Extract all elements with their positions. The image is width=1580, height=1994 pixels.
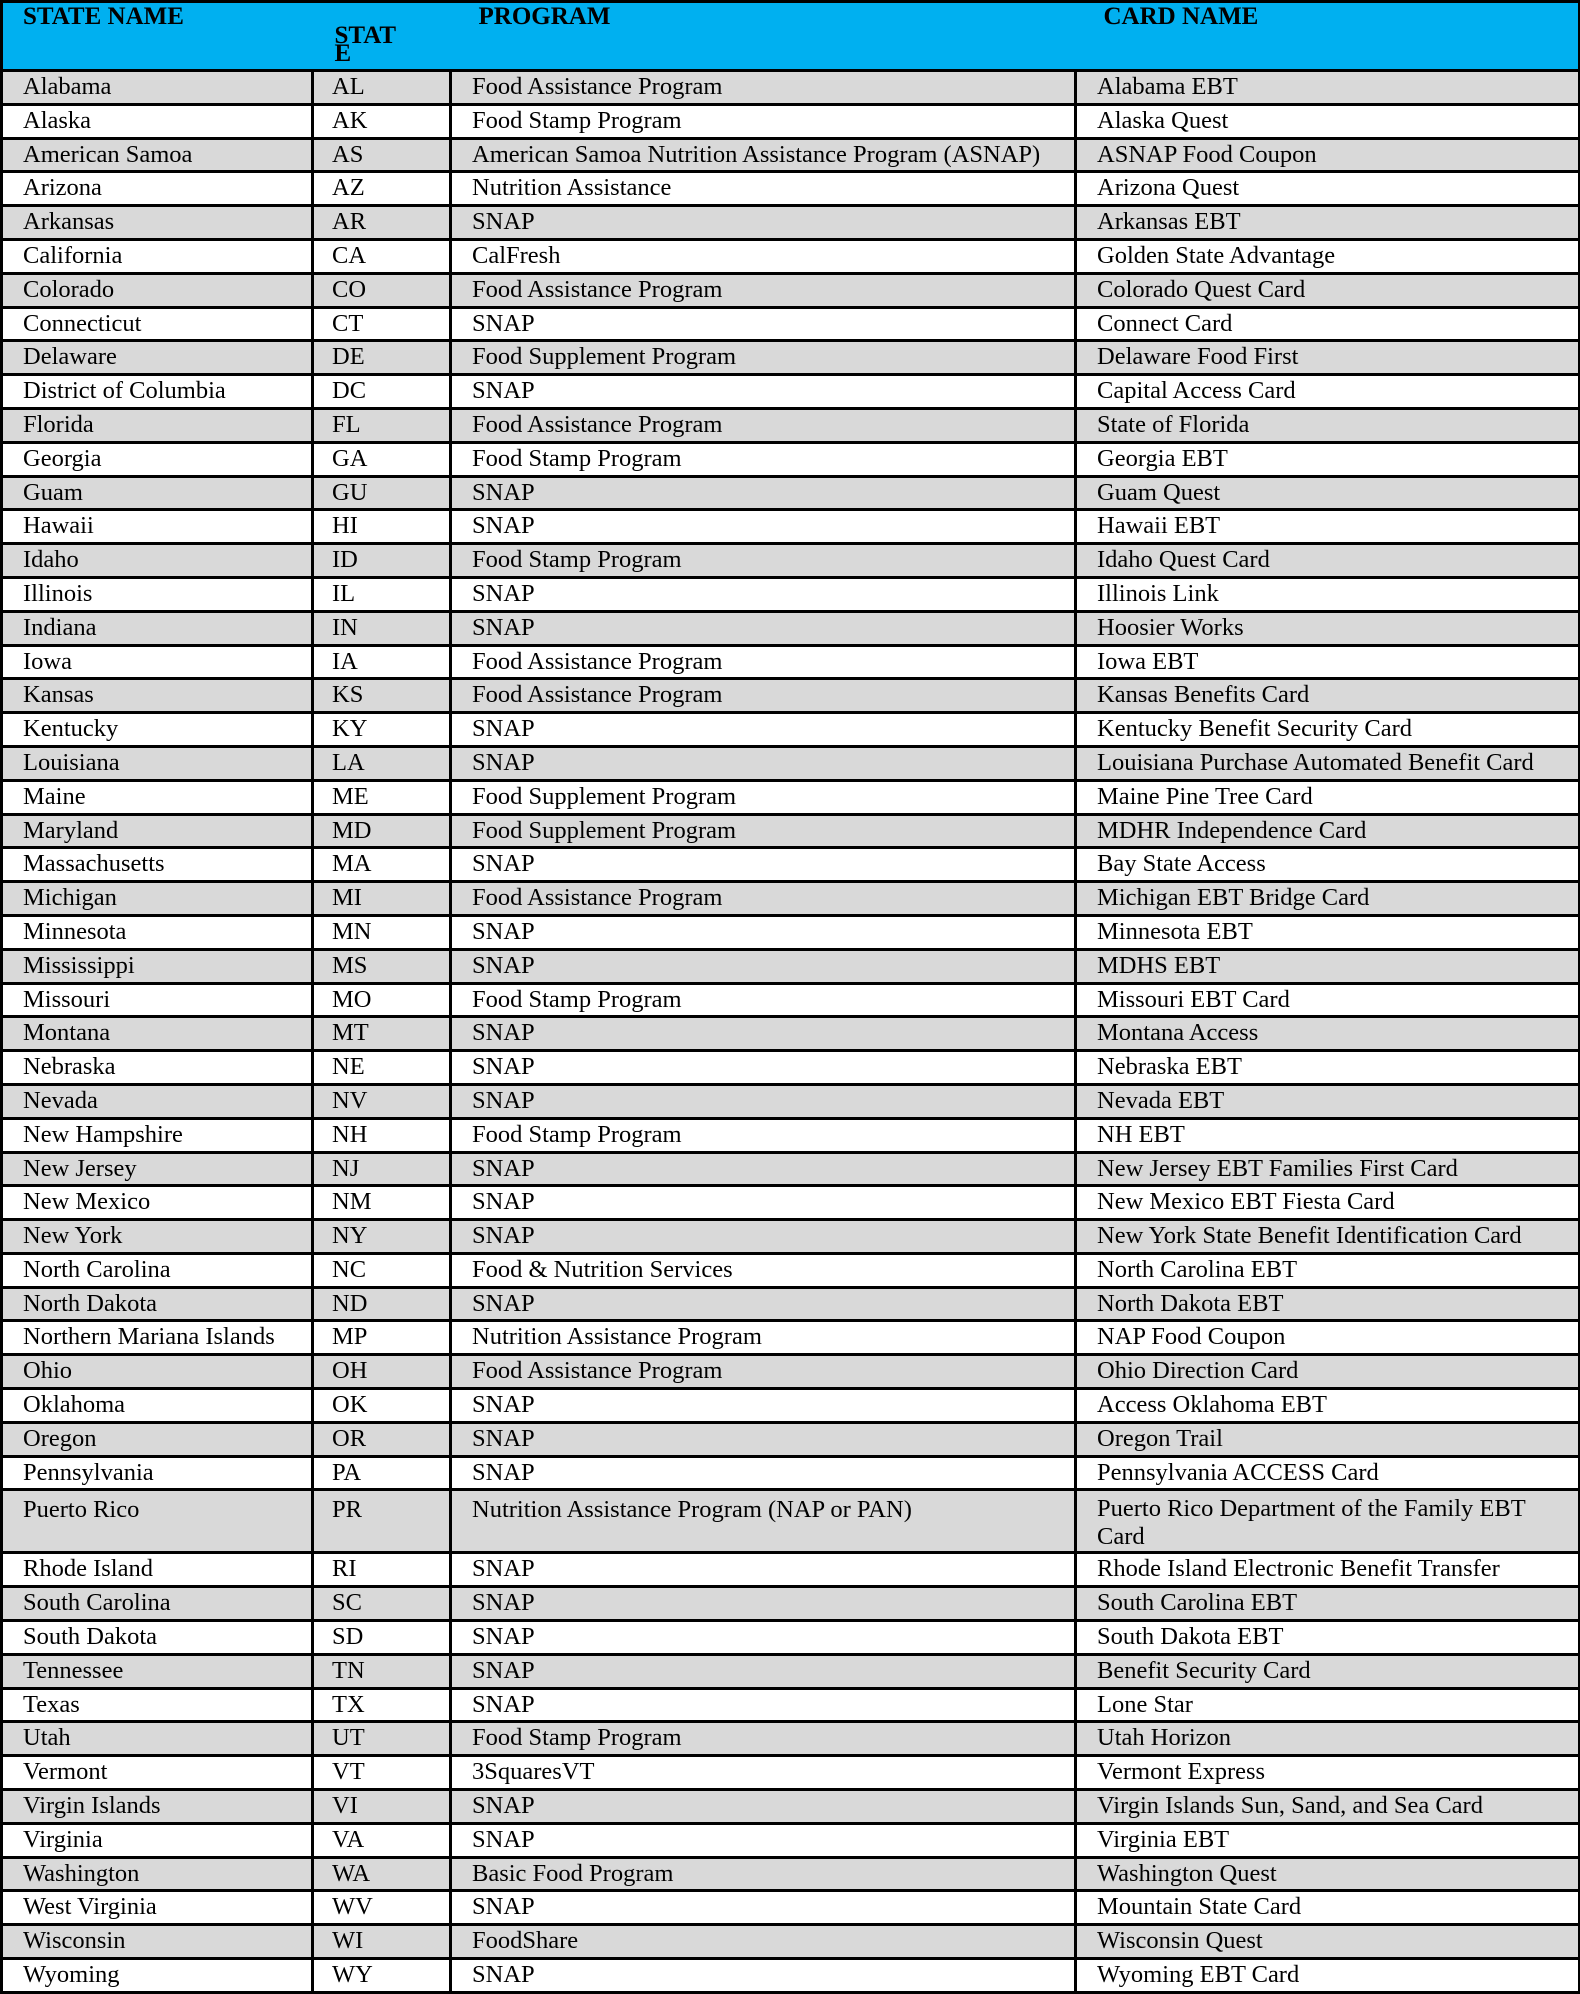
program-cell: Food Assistance Program: [451, 1355, 1076, 1389]
program-cell: SNAP: [451, 1220, 1076, 1254]
program-cell: Nutrition Assistance: [451, 172, 1076, 206]
card-name-cell: North Carolina EBT: [1076, 1253, 1580, 1287]
state-name-cell: Connecticut: [2, 307, 313, 341]
state-abbr-cell: MP: [313, 1321, 451, 1355]
state-name-cell: Oregon: [2, 1422, 313, 1456]
state-abbr-cell: WV: [313, 1891, 451, 1925]
state-abbr-cell: MI: [313, 882, 451, 916]
table-row: [2, 1688, 1580, 1722]
table-row: [2, 273, 1580, 307]
state-name-cell: Arizona: [2, 172, 313, 206]
program-cell: SNAP: [451, 1152, 1076, 1186]
state-name-cell: North Dakota: [2, 1287, 313, 1321]
card-name-cell: New York State Benefit Identification Card: [1076, 1220, 1580, 1254]
table-row: [2, 1321, 1580, 1355]
card-name-cell: North Dakota EBT: [1076, 1287, 1580, 1321]
program-cell: CalFresh: [451, 239, 1076, 273]
state-name-cell: Iowa: [2, 645, 313, 679]
card-name-cell: Virginia EBT: [1076, 1823, 1580, 1857]
program-cell: SNAP: [451, 1422, 1076, 1456]
program-cell: SNAP: [451, 1688, 1076, 1722]
program-cell: SNAP: [451, 949, 1076, 983]
program-cell: SNAP: [451, 1654, 1076, 1688]
table-row: [2, 544, 1580, 578]
state-name-cell: Illinois: [2, 577, 313, 611]
program-cell: SNAP: [451, 915, 1076, 949]
card-name-cell: Virgin Islands Sun, Sand, and Sea Card: [1076, 1790, 1580, 1824]
program-cell: SNAP: [451, 1084, 1076, 1118]
table-row: [2, 104, 1580, 138]
program-cell: American Samoa Nutrition Assistance Program (ASNAP): [451, 138, 1076, 172]
state-name-cell: Kentucky: [2, 713, 313, 747]
program-cell: Food Stamp Program: [451, 104, 1076, 138]
card-name-cell: Arkansas EBT: [1076, 206, 1580, 240]
card-name-cell: Michigan EBT Bridge Card: [1076, 882, 1580, 916]
table-row: [2, 713, 1580, 747]
table-row: [2, 1823, 1580, 1857]
state-abbr-cell: VA: [313, 1823, 451, 1857]
state-abbr-cell: OR: [313, 1422, 451, 1456]
program-cell: SNAP: [451, 1587, 1076, 1621]
card-name-cell: Utah Horizon: [1076, 1722, 1580, 1756]
program-cell: Food Supplement Program: [451, 780, 1076, 814]
state-abbr-cell: PA: [313, 1456, 451, 1490]
program-cell: Food Stamp Program: [451, 983, 1076, 1017]
state-name-cell: South Dakota: [2, 1621, 313, 1655]
state-name-cell: Arkansas: [2, 206, 313, 240]
table-row: [2, 1857, 1580, 1891]
table-row: [2, 206, 1580, 240]
table-row: [2, 983, 1580, 1017]
state-abbr-cell: RI: [313, 1553, 451, 1587]
state-abbr-cell: ME: [313, 780, 451, 814]
state-abbr-cell: TN: [313, 1654, 451, 1688]
table-row: [2, 1253, 1580, 1287]
program-cell: SNAP: [451, 1389, 1076, 1423]
state-name-cell: Maine: [2, 780, 313, 814]
table-row: [2, 746, 1580, 780]
card-name-cell: State of Florida: [1076, 408, 1580, 442]
card-name-cell: Minnesota EBT: [1076, 915, 1580, 949]
state-name-cell: Delaware: [2, 341, 313, 375]
card-name-cell: Capital Access Card: [1076, 375, 1580, 409]
state-abbr-cell: WA: [313, 1857, 451, 1891]
card-name-cell: Golden State Advantage: [1076, 239, 1580, 273]
state-name-cell: Pennsylvania: [2, 1456, 313, 1490]
state-abbr-cell: MN: [313, 915, 451, 949]
card-name-cell: Alaska Quest: [1076, 104, 1580, 138]
table-row: [2, 307, 1580, 341]
program-cell: Food Assistance Program: [451, 679, 1076, 713]
table-row: [2, 1287, 1580, 1321]
table-row: [2, 679, 1580, 713]
state-abbr-cell: OH: [313, 1355, 451, 1389]
state-name-cell: Louisiana: [2, 746, 313, 780]
program-cell: Food Stamp Program: [451, 544, 1076, 578]
state-name-cell: New Jersey: [2, 1152, 313, 1186]
program-cell: SNAP: [451, 1790, 1076, 1824]
program-cell: SNAP: [451, 577, 1076, 611]
state-abbr-cell: KY: [313, 713, 451, 747]
state-abbr-cell: NV: [313, 1084, 451, 1118]
state-abbr-cell: ID: [313, 544, 451, 578]
table-row: [2, 1756, 1580, 1790]
program-cell: Basic Food Program: [451, 1857, 1076, 1891]
card-name-cell: South Dakota EBT: [1076, 1621, 1580, 1655]
program-cell: Food Assistance Program: [451, 408, 1076, 442]
program-cell: Food Supplement Program: [451, 341, 1076, 375]
table-row: [2, 915, 1580, 949]
state-abbr-cell: CT: [313, 307, 451, 341]
state-name-cell: South Carolina: [2, 1587, 313, 1621]
card-name-cell: Hoosier Works: [1076, 611, 1580, 645]
state-abbr-cell: AS: [313, 138, 451, 172]
state-abbr-cell: NY: [313, 1220, 451, 1254]
program-cell: SNAP: [451, 1959, 1076, 1993]
state-abbr-cell: DE: [313, 341, 451, 375]
program-cell: SNAP: [451, 1186, 1076, 1220]
state-abbr-cell: CA: [313, 239, 451, 273]
state-abbr-cell: DC: [313, 375, 451, 409]
program-cell: SNAP: [451, 713, 1076, 747]
card-name-cell: Rhode Island Electronic Benefit Transfer: [1076, 1553, 1580, 1587]
table-row: [2, 1118, 1580, 1152]
state-name-cell: Texas: [2, 1688, 313, 1722]
state-abbr-cell: IN: [313, 611, 451, 645]
card-name-cell: ASNAP Food Coupon: [1076, 138, 1580, 172]
table-body: [2, 71, 1580, 1993]
program-cell: 3SquaresVT: [451, 1756, 1076, 1790]
state-name-cell: Nevada: [2, 1084, 313, 1118]
table-row: [2, 882, 1580, 916]
state-abbr-cell: ND: [313, 1287, 451, 1321]
program-cell: Food Stamp Program: [451, 1118, 1076, 1152]
card-name-cell: Guam Quest: [1076, 476, 1580, 510]
table-row: [2, 577, 1580, 611]
state-abbr-cell: HI: [313, 510, 451, 544]
card-name-cell: Access Oklahoma EBT: [1076, 1389, 1580, 1423]
card-name-cell: MDHS EBT: [1076, 949, 1580, 983]
table-row: [2, 645, 1580, 679]
card-name-cell: Washington Quest: [1076, 1857, 1580, 1891]
card-name-cell: Oregon Trail: [1076, 1422, 1580, 1456]
card-name-cell: Hawaii EBT: [1076, 510, 1580, 544]
table-row: [2, 239, 1580, 273]
state-name-cell: Puerto Rico: [2, 1490, 313, 1553]
state-abbr-cell: NH: [313, 1118, 451, 1152]
card-name-cell: Georgia EBT: [1076, 442, 1580, 476]
card-name-cell: MDHR Independence Card: [1076, 814, 1580, 848]
table-row: [2, 476, 1580, 510]
table-row: [2, 1654, 1580, 1688]
table-row: [2, 780, 1580, 814]
card-name-cell: Iowa EBT: [1076, 645, 1580, 679]
card-name-cell: Delaware Food First: [1076, 341, 1580, 375]
card-name-cell: Idaho Quest Card: [1076, 544, 1580, 578]
program-cell: Food Stamp Program: [451, 1722, 1076, 1756]
state-name-cell: New York: [2, 1220, 313, 1254]
state-abbr-cell: MS: [313, 949, 451, 983]
table-row: [2, 1422, 1580, 1456]
table-row: [2, 1621, 1580, 1655]
state-abbr-cell: GA: [313, 442, 451, 476]
state-name-cell: Minnesota: [2, 915, 313, 949]
state-name-cell: Ohio: [2, 1355, 313, 1389]
state-name-cell: Virginia: [2, 1823, 313, 1857]
header-row: [2, 2, 1580, 71]
state-name-cell: Northern Mariana Islands: [2, 1321, 313, 1355]
card-name-cell: NAP Food Coupon: [1076, 1321, 1580, 1355]
table-row: [2, 510, 1580, 544]
state-name-cell: Tennessee: [2, 1654, 313, 1688]
state-name-cell: Alabama: [2, 71, 313, 105]
table-row: [2, 442, 1580, 476]
program-cell: Food Assistance Program: [451, 882, 1076, 916]
table-row: [2, 71, 1580, 105]
table-row: [2, 1220, 1580, 1254]
state-name-cell: Vermont: [2, 1756, 313, 1790]
card-name-cell: Pennsylvania ACCESS Card: [1076, 1456, 1580, 1490]
card-name-cell: Benefit Security Card: [1076, 1654, 1580, 1688]
card-name-cell: Nevada EBT: [1076, 1084, 1580, 1118]
card-name-cell: Arizona Quest: [1076, 172, 1580, 206]
program-cell: SNAP: [451, 611, 1076, 645]
program-cell: Food Assistance Program: [451, 645, 1076, 679]
table-row: [2, 814, 1580, 848]
state-name-cell: Rhode Island: [2, 1553, 313, 1587]
table-row: [2, 138, 1580, 172]
state-name-cell: Montana: [2, 1017, 313, 1051]
program-cell: SNAP: [451, 510, 1076, 544]
state-name-cell: Michigan: [2, 882, 313, 916]
state-name-cell: Guam: [2, 476, 313, 510]
card-name-cell: Louisiana Purchase Automated Benefit Card: [1076, 746, 1580, 780]
state-name-cell: West Virginia: [2, 1891, 313, 1925]
state-abbr-cell: FL: [313, 408, 451, 442]
state-abbr-cell: VT: [313, 1756, 451, 1790]
card-name-cell: NH EBT: [1076, 1118, 1580, 1152]
table-row: [2, 1186, 1580, 1220]
card-name-cell: Bay State Access: [1076, 848, 1580, 882]
state-name-cell: Washington: [2, 1857, 313, 1891]
program-cell: Nutrition Assistance Program (NAP or PAN): [451, 1490, 1076, 1553]
state-abbr-cell: MT: [313, 1017, 451, 1051]
state-abbr-cell: CO: [313, 273, 451, 307]
state-name-cell: District of Columbia: [2, 375, 313, 409]
state-abbr-cell: NE: [313, 1051, 451, 1085]
card-name-cell: New Mexico EBT Fiesta Card: [1076, 1186, 1580, 1220]
state-abbr-cell: LA: [313, 746, 451, 780]
state-name-cell: New Hampshire: [2, 1118, 313, 1152]
table-row: [2, 1722, 1580, 1756]
table-row: [2, 611, 1580, 645]
table-row: [2, 1152, 1580, 1186]
state-name-cell: Oklahoma: [2, 1389, 313, 1423]
program-cell: SNAP: [451, 1051, 1076, 1085]
card-name-cell: Wisconsin Quest: [1076, 1925, 1580, 1959]
table-row: [2, 1017, 1580, 1051]
program-cell: SNAP: [451, 476, 1076, 510]
state-abbr-cell: MD: [313, 814, 451, 848]
state-abbr-cell: IL: [313, 577, 451, 611]
program-cell: Food Assistance Program: [451, 273, 1076, 307]
state-abbr-cell: NM: [313, 1186, 451, 1220]
header-state-abbr: STATE: [313, 2, 451, 71]
program-cell: SNAP: [451, 375, 1076, 409]
state-name-cell: American Samoa: [2, 138, 313, 172]
state-abbr-cell: MA: [313, 848, 451, 882]
state-abbr-cell: VI: [313, 1790, 451, 1824]
program-cell: SNAP: [451, 206, 1076, 240]
state-name-cell: Virgin Islands: [2, 1790, 313, 1824]
table-row: [2, 1553, 1580, 1587]
table-row: [2, 1925, 1580, 1959]
card-name-cell: Mountain State Card: [1076, 1891, 1580, 1925]
card-name-cell: Ohio Direction Card: [1076, 1355, 1580, 1389]
state-name-cell: Missouri: [2, 983, 313, 1017]
program-cell: Nutrition Assistance Program: [451, 1321, 1076, 1355]
program-cell: SNAP: [451, 1823, 1076, 1857]
state-name-cell: California: [2, 239, 313, 273]
state-name-cell: Wisconsin: [2, 1925, 313, 1959]
card-name-cell: Alabama EBT: [1076, 71, 1580, 105]
state-abbr-cell: WY: [313, 1959, 451, 1993]
program-cell: Food Supplement Program: [451, 814, 1076, 848]
program-cell: SNAP: [451, 1287, 1076, 1321]
state-name-cell: North Carolina: [2, 1253, 313, 1287]
state-abbr-cell: MO: [313, 983, 451, 1017]
state-abbr-cell: SD: [313, 1621, 451, 1655]
state-abbr-cell: WI: [313, 1925, 451, 1959]
state-abbr-cell: NC: [313, 1253, 451, 1287]
header-program: PROGRAM: [451, 2, 1076, 71]
table-row: [2, 375, 1580, 409]
state-name-cell: Indiana: [2, 611, 313, 645]
state-name-cell: Nebraska: [2, 1051, 313, 1085]
program-cell: SNAP: [451, 1891, 1076, 1925]
table-row: [2, 1355, 1580, 1389]
state-name-cell: New Mexico: [2, 1186, 313, 1220]
state-abbr-cell: AK: [313, 104, 451, 138]
card-name-cell: South Carolina EBT: [1076, 1587, 1580, 1621]
state-name-cell: Hawaii: [2, 510, 313, 544]
program-cell: FoodShare: [451, 1925, 1076, 1959]
table-row: [2, 172, 1580, 206]
table-row: [2, 1490, 1580, 1553]
state-abbr-cell: PR: [313, 1490, 451, 1553]
state-abbr-cell: UT: [313, 1722, 451, 1756]
card-name-cell: Puerto Rico Department of the Family EBT Card: [1076, 1490, 1580, 1553]
program-cell: Food Stamp Program: [451, 442, 1076, 476]
state-name-cell: Alaska: [2, 104, 313, 138]
card-name-cell: Lone Star: [1076, 1688, 1580, 1722]
card-name-cell: Illinois Link: [1076, 577, 1580, 611]
card-name-cell: Kansas Benefits Card: [1076, 679, 1580, 713]
card-name-cell: Connect Card: [1076, 307, 1580, 341]
table-row: [2, 848, 1580, 882]
card-name-cell: Kentucky Benefit Security Card: [1076, 713, 1580, 747]
state-abbr-cell: OK: [313, 1389, 451, 1423]
program-cell: SNAP: [451, 1553, 1076, 1587]
state-name-cell: Mississippi: [2, 949, 313, 983]
card-name-cell: Montana Access: [1076, 1017, 1580, 1051]
table-row: [2, 1389, 1580, 1423]
state-abbr-cell: TX: [313, 1688, 451, 1722]
card-name-cell: Maine Pine Tree Card: [1076, 780, 1580, 814]
table-row: [2, 1051, 1580, 1085]
card-name-cell: Vermont Express: [1076, 1756, 1580, 1790]
table-row: [2, 1891, 1580, 1925]
state-name-cell: Florida: [2, 408, 313, 442]
state-name-cell: Massachusetts: [2, 848, 313, 882]
table-row: [2, 1790, 1580, 1824]
state-name-cell: Maryland: [2, 814, 313, 848]
program-cell: SNAP: [451, 307, 1076, 341]
state-name-cell: Idaho: [2, 544, 313, 578]
table-row: [2, 408, 1580, 442]
table-row: [2, 341, 1580, 375]
program-cell: SNAP: [451, 1456, 1076, 1490]
state-name-cell: Colorado: [2, 273, 313, 307]
state-abbr-cell: GU: [313, 476, 451, 510]
state-abbr-cell: NJ: [313, 1152, 451, 1186]
table-row: [2, 1084, 1580, 1118]
state-abbr-cell: IA: [313, 645, 451, 679]
card-name-cell: New Jersey EBT Families First Card: [1076, 1152, 1580, 1186]
state-abbr-cell: KS: [313, 679, 451, 713]
card-name-cell: Missouri EBT Card: [1076, 983, 1580, 1017]
program-cell: SNAP: [451, 746, 1076, 780]
table-row: [2, 1587, 1580, 1621]
state-name-cell: Georgia: [2, 442, 313, 476]
program-cell: Food Assistance Program: [451, 71, 1076, 105]
state-abbr-cell: AR: [313, 206, 451, 240]
state-abbr-cell: SC: [313, 1587, 451, 1621]
program-cell: SNAP: [451, 1017, 1076, 1051]
state-abbr-cell: AZ: [313, 172, 451, 206]
table-header: [2, 2, 1580, 71]
table-row: [2, 1959, 1580, 1993]
card-name-cell: Colorado Quest Card: [1076, 273, 1580, 307]
header-state-name: STATE NAME: [2, 2, 313, 71]
card-name-cell: Nebraska EBT: [1076, 1051, 1580, 1085]
header-card-name: CARD NAME: [1076, 2, 1580, 71]
state-abbr-cell: AL: [313, 71, 451, 105]
program-cell: Food & Nutrition Services: [451, 1253, 1076, 1287]
program-cell: SNAP: [451, 848, 1076, 882]
state-name-cell: Utah: [2, 1722, 313, 1756]
state-name-cell: Kansas: [2, 679, 313, 713]
card-name-cell: Wyoming EBT Card: [1076, 1959, 1580, 1993]
table-row: [2, 1456, 1580, 1490]
table-row: [2, 949, 1580, 983]
state-name-cell: Wyoming: [2, 1959, 313, 1993]
program-cell: SNAP: [451, 1621, 1076, 1655]
